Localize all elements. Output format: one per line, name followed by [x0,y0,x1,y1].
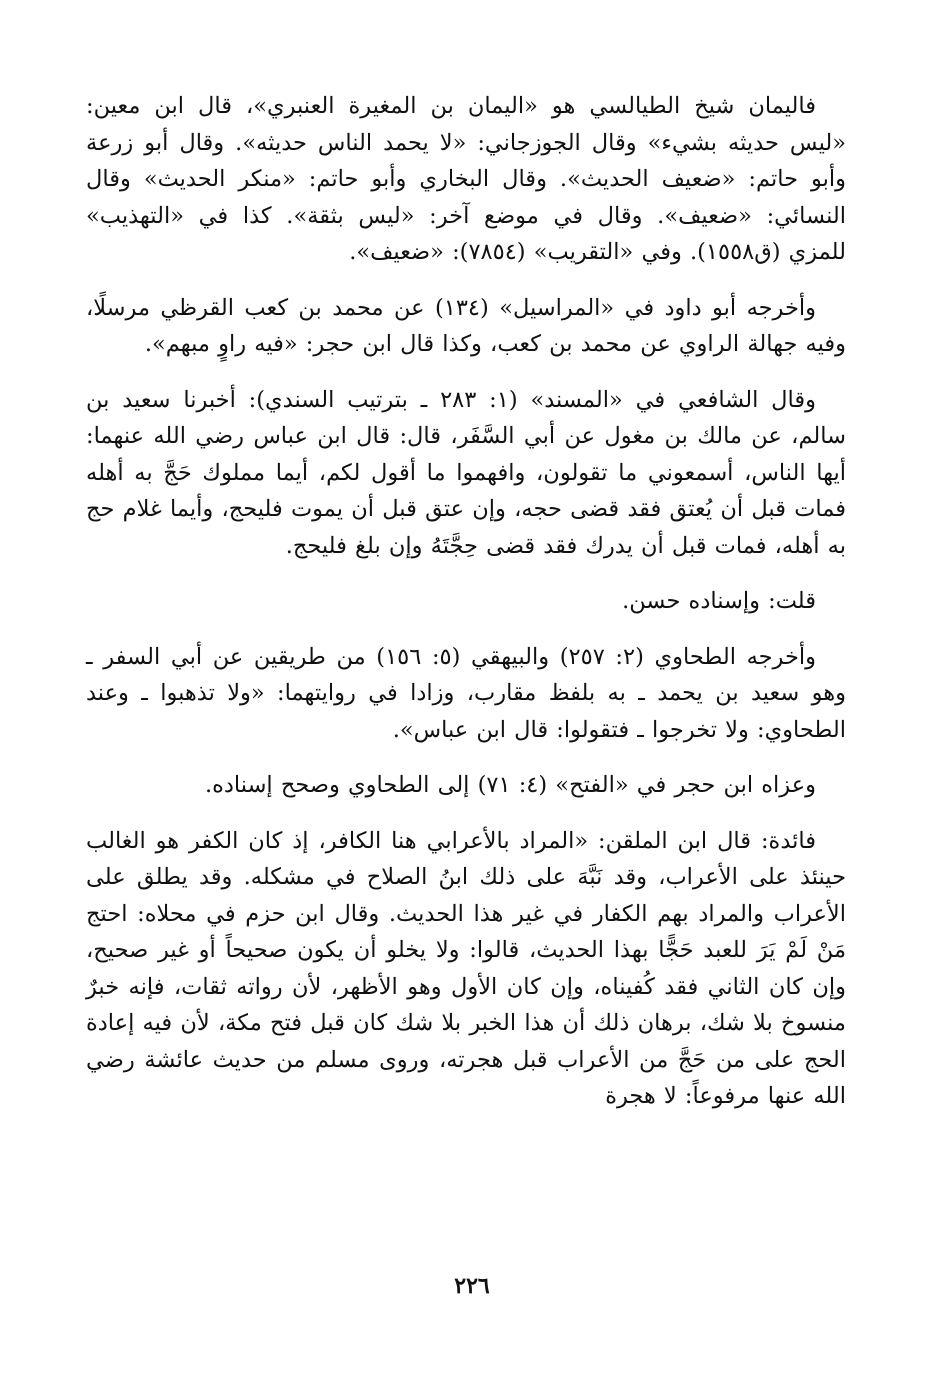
paragraph-5: وأخرجه الطحاوي (٢: ٢٥٧) والبيهقي (٥: ١٥٦) من طريقين عن أبي السفر ـ وهو سعيد بن يحمد ـ به بلفظ مقارب، وزادا في روايتهما: «ولا تذهبوا ـ وعند الطحاوي: ولا تخرجوا ـ فتقولوا: قال ابن عباس». [86,643,846,743]
paragraph-6: وعزاه ابن حجر في «الفتح» (٤: ٧١) إلى الطحاوي وصحح إسناده. [204,772,816,798]
page-body [86,88,846,1115]
paragraph-4: قلت: وإسناده حسن. [622,588,816,614]
paragraph-1: فاليمان شيخ الطيالسي هو «اليمان بن المغيرة العنبري»، قال ابن معين: «ليس حديثه بشيء» وقال الجوزجاني: «لا يحمد الناس حديثه». وقال أبو زرعة وأبو حاتم: «ضعيف الحديث». وقال البخاري وأبو حاتم: «منكر الحديث» وقال النسائي: «ضعيف». وقال في موضع آخر: «ليس بثقة». كذا في «التهذيب» للمزي (ق١٥٥٨). وفي «التقريب» (٧٨٥٤): «ضعيف». [86,93,846,265]
paragraph-2: وأخرجه أبو داود في «المراسيل» (١٣٤) عن محمد بن كعب القرظي مرسلًا، وفيه جهالة الراوي عن محمد بن كعب، وكذا قال ابن حجر: «فيه راوٍ مبهم». [86,294,846,357]
page-number: ٢٢٦ [454,1273,490,1299]
paragraph-7: فائدة: قال ابن الملقن: «المراد بالأعرابي هنا الكافر، إذ كان الكفر هو الغالب حينئذ على الأعراب، وقد نَبَّهَ على ذلك ابنُ الصلاح في مشكله. وقد يطلق على الأعراب والمراد بهم الكفار في غير هذا الحديث. وقال ابن حزم في محلاه: احتج مَنْ لَمْ يَرَ للعبد حَجًّا بهذا الحديث، قالوا: ولا يخلو أن يكون صحيحاً أو غير صحيح، وإن كان الثاني فقد كُفيناه، وإن كان الأول وهو الأظهر، لأن رواته ثقات، فإنه خبرٌ منسوخ بلا شك، برهان ذلك أن هذا الخبر بلا شك كان قبل فتح مكة، لأن فيه إعادة الحج على من حَجَّ من الأعراب قبل هجرته، وروى مسلم من حديث عائشة رضي الله عنها مرفوعاً: لا هجرة [86,827,846,1109]
paragraph-3: وقال الشافعي في «المسند» (١: ٢٨٣ ـ بترتيب السندي): أخبرنا سعيد بن سالم، عن مالك بن مغول عن أبي السَّفَر، قال: قال ابن عباس رضي الله عنهما: أيها الناس، أسمعوني ما تقولون، وافهموا ما أقول لكم، أيما مملوك حَجَّ به أهله فمات قبل أن يُعتق فقد قضى حجه، وإن عتق قبل أن يموت فليحج، وأيما غلام حج به أهله، فمات قبل أن يدرك فقد قضى حِجَّتَهُ وإن بلغ فليحج. [86,386,846,559]
